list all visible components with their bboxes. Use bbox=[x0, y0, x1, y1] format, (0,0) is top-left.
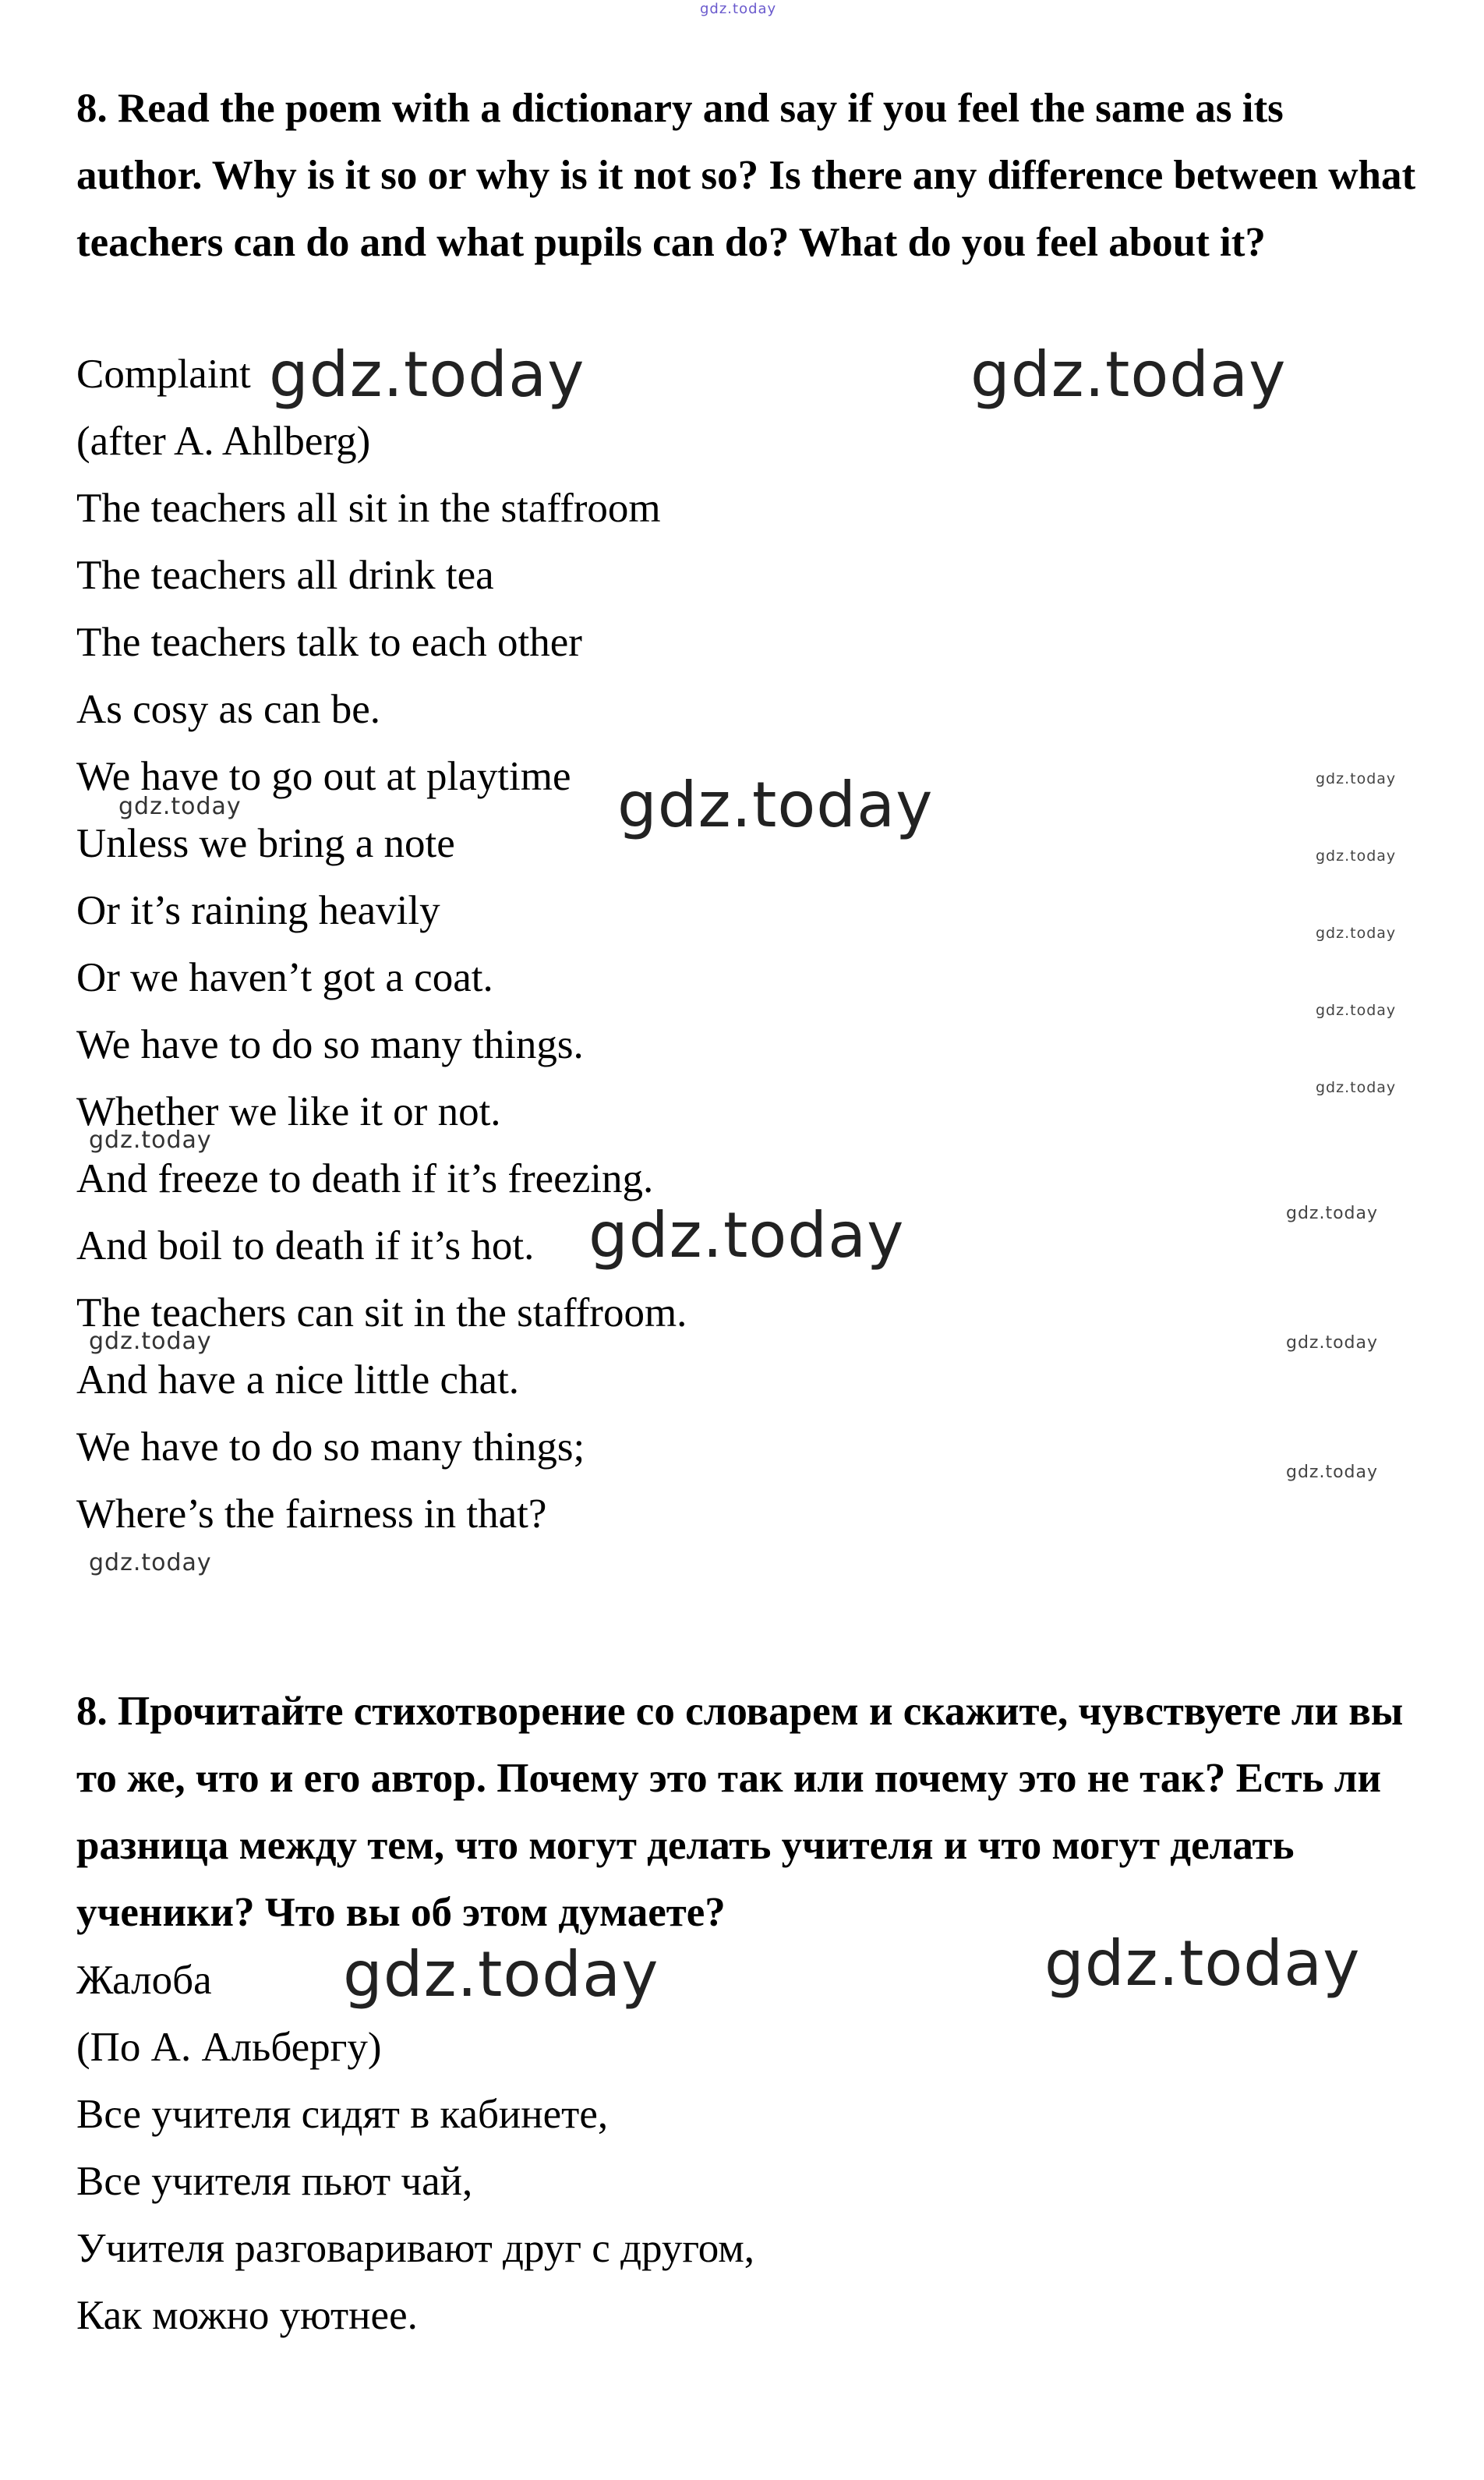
english-poem-line: Where’s the fairness in that? bbox=[76, 1491, 547, 1537]
english-poem-line: And boil to death if it’s hot. bbox=[76, 1223, 535, 1268]
watermark-tiny: gdz.today bbox=[1316, 1002, 1397, 1019]
english-poem-author: (after A. Ahlberg) bbox=[76, 419, 371, 464]
russian-task-heading: 8. Прочитайте стихотворение со словарем и скажите, чувствуете ли вы то же, что и его автор. Почему это так или почему это не так? Есть ли разница между тем, что могут делать учителя и что могут делать ученики? Что вы об этом думаете? bbox=[76, 1689, 1404, 1935]
russian-poem-title: Жалоба bbox=[76, 1958, 212, 2003]
english-poem-line: Unless we bring a note bbox=[76, 821, 455, 866]
watermark-large: gdz.today bbox=[1044, 1927, 1361, 2000]
watermark-medium: gdz.today bbox=[118, 793, 242, 820]
russian-poem-line: Все учителя сидят в кабинете, bbox=[76, 2092, 609, 2137]
watermark-medium: gdz.today bbox=[89, 1328, 212, 1355]
russian-poem-line: Учителя разговаривают друг с другом, bbox=[76, 2226, 755, 2271]
english-poem-line: Whether we like it or not. bbox=[76, 1089, 501, 1134]
watermark-tiny: gdz.today bbox=[1316, 847, 1397, 865]
watermark-large: gdz.today bbox=[588, 1199, 905, 1272]
watermark-top: gdz.today bbox=[700, 1, 777, 17]
watermark-large: gdz.today bbox=[617, 769, 934, 841]
watermark-medium: gdz.today bbox=[89, 1549, 212, 1576]
watermark-large: gdz.today bbox=[343, 1938, 659, 2011]
english-poem-line: Or it’s raining heavily bbox=[76, 888, 440, 933]
russian-poem-author: (По А. Альбергу) bbox=[76, 2025, 382, 2070]
watermark-tiny: gdz.today bbox=[1316, 925, 1397, 942]
english-poem-line: The teachers can sit in the staffroom. bbox=[76, 1290, 687, 1336]
watermark-tiny: gdz.today bbox=[1316, 1079, 1397, 1096]
watermark-large: gdz.today bbox=[269, 338, 585, 411]
watermark-small: gdz.today bbox=[1286, 1333, 1379, 1353]
english-poem-line: The teachers all drink tea bbox=[76, 553, 494, 598]
watermark-large: gdz.today bbox=[970, 338, 1287, 411]
english-poem-line: We have to do so many things. bbox=[76, 1022, 584, 1067]
english-poem-line: We have to go out at playtime bbox=[76, 754, 571, 799]
english-poem-line: We have to do so many things; bbox=[76, 1424, 585, 1470]
russian-poem-line: Как можно уютнее. bbox=[76, 2293, 418, 2338]
english-poem-line: And freeze to death if it’s freezing. bbox=[76, 1156, 654, 1201]
watermark-tiny: gdz.today bbox=[1316, 770, 1397, 787]
english-poem-line: Or we haven’t got a coat. bbox=[76, 955, 493, 1000]
watermark-small: gdz.today bbox=[1286, 1204, 1379, 1223]
english-task-heading: 8. Read the poem with a dictionary and say if you feel the same as its author. Why is it so or why is it not so? Is there any difference between what teachers can do and what pupils can do? What do you feel about it? bbox=[76, 86, 1416, 265]
english-poem-line: The teachers all sit in the staffroom bbox=[76, 486, 661, 531]
watermark-medium: gdz.today bbox=[89, 1127, 212, 1154]
watermark-small: gdz.today bbox=[1286, 1463, 1379, 1482]
russian-poem-line: Все учителя пьют чай, bbox=[76, 2159, 473, 2204]
english-poem-line: The teachers talk to each other bbox=[76, 620, 582, 665]
english-poem-line: And have a nice little chat. bbox=[76, 1357, 520, 1403]
english-poem-title: Complaint bbox=[76, 352, 251, 397]
english-poem-line: As cosy as can be. bbox=[76, 687, 381, 732]
